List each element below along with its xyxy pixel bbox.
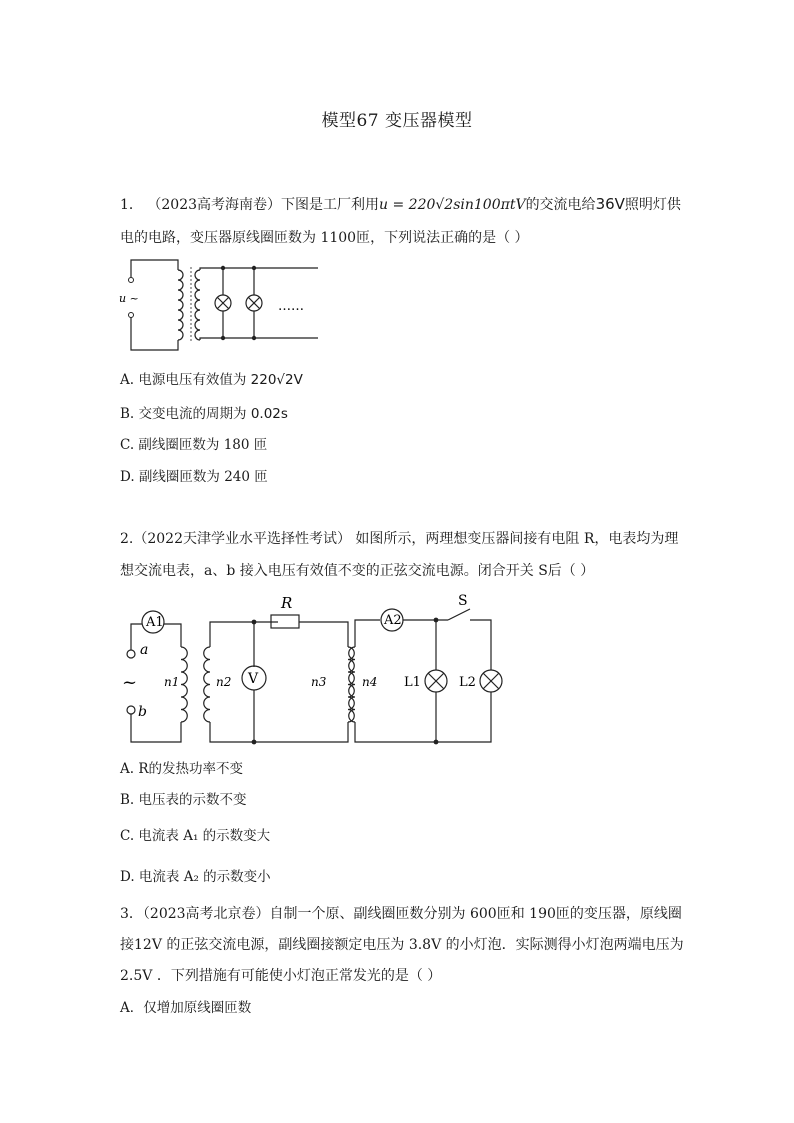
q2-line1: 2.（2022天津学业水平选择性考试） 如图所示，两理想变压器间接有电阻 R，电表均为理 xyxy=(120,531,679,547)
q1-terminal xyxy=(129,313,134,318)
q2-option-c[interactable]: C. 电流表 A₁ 的示数变大 xyxy=(120,828,271,844)
a1-label: A1 xyxy=(146,615,164,630)
q1-primary-coil xyxy=(178,270,183,340)
q1-tail: 照明灯供 xyxy=(624,197,681,213)
l1-label: L1 xyxy=(404,675,421,690)
q1-option-b-value: 0.02s xyxy=(250,406,288,422)
q1-wire xyxy=(131,260,178,277)
l2-label: L2 xyxy=(459,675,476,690)
n2-label: n2 xyxy=(216,675,232,689)
q1-number: 1． xyxy=(120,197,143,213)
s-label: S xyxy=(458,593,468,609)
q1-mid: 的交流电给 xyxy=(525,197,596,213)
q1-option-a[interactable] xyxy=(120,370,303,390)
q1-option-b[interactable] xyxy=(120,404,288,424)
b-label: b xyxy=(138,704,147,720)
switch-s xyxy=(448,609,470,620)
q1-circuit-figure xyxy=(118,255,328,355)
q2-option-b[interactable]: B. 电压表的示数不变 xyxy=(120,792,247,808)
q1-wire xyxy=(131,317,178,350)
q2-option-d[interactable]: D. 电流表 A₂ 的示数变小 xyxy=(120,869,271,885)
q1-voltage: 36V xyxy=(595,195,625,213)
v-label: V xyxy=(248,671,259,687)
q1-option-d[interactable]: D. 副线圈匝数为 240 匝 xyxy=(120,469,268,485)
ac-source-symbol: ~ xyxy=(122,672,138,693)
n1-label: n1 xyxy=(164,675,180,689)
q1-source: （2023高考海南卷）下图是工厂利用 xyxy=(147,197,380,213)
q2-line2: 想交流电表，a、b 接入电压有效值不变的正弦交流电源。闭合开关 S后（ ） xyxy=(120,563,595,579)
q1-option-c[interactable]: C. 副线圈匝数为 180 匝 xyxy=(120,437,268,453)
q3-option-a[interactable]: A．仅增加原线圈匝数 xyxy=(120,1000,252,1016)
coil-n2 xyxy=(204,647,210,722)
q1-formula: u = 220√2sin100πtV xyxy=(379,197,526,213)
terminal-a xyxy=(127,650,135,658)
r-label: R xyxy=(281,594,293,612)
q1-option-b-label: B. 交变电流的周期为 xyxy=(120,406,247,422)
q1-option-a-label: A. 电源电压有效值为 xyxy=(120,372,247,388)
q2-option-a[interactable]: A. R的发热功率不变 xyxy=(120,761,243,777)
q1-source-label: u ~ xyxy=(119,292,139,305)
a-label: a xyxy=(140,642,149,658)
q3-line3: 2.5V ．下列措施有可能使小灯泡正常发光的是（ ） xyxy=(120,968,442,984)
q1-secondary-coil xyxy=(195,270,200,340)
q1-line2: 电的电路，变压器原线圈匝数为 1100匝，下列说法正确的是（ ） xyxy=(120,230,529,246)
page-title: 模型67 变压器模型 xyxy=(321,111,473,131)
coil-n1 xyxy=(181,647,187,722)
q3-line2: 接12V 的正弦交流电源，副线圈接额定电压为 3.8V 的小灯泡．实际测得小灯泡两端电压为 xyxy=(120,937,684,953)
terminal-b xyxy=(127,706,135,714)
q3-line1: 3．（2023高考北京卷）自制一个原、副线圈匝数分别为 600匝和 190匝的变压器，原线圈 xyxy=(120,906,682,922)
q1-line1 xyxy=(120,194,681,215)
n4-label: n4 xyxy=(362,675,378,689)
n3-label: n3 xyxy=(311,675,327,689)
a2-label: A2 xyxy=(384,613,402,628)
q1-option-a-value: 220√2V xyxy=(250,372,303,388)
q2-circuit-figure xyxy=(118,592,508,747)
q1-dots: …… xyxy=(278,299,304,314)
q1-terminal xyxy=(129,278,134,283)
